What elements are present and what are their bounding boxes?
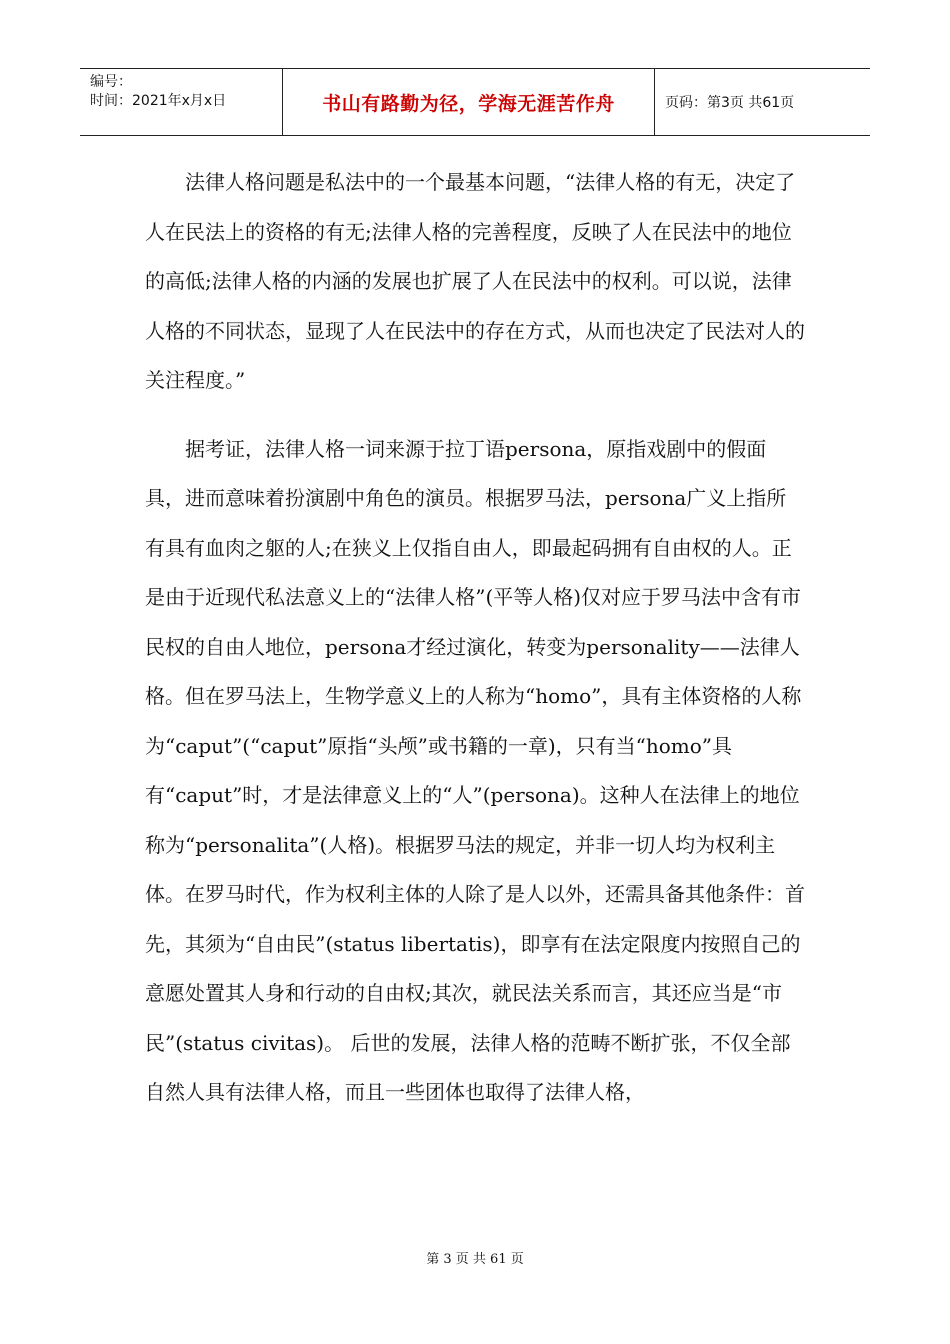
page-footer: 第 3 页 共 61 页 <box>426 1252 524 1267</box>
header-meta <box>80 69 283 135</box>
page-header <box>80 68 870 136</box>
document-number-label: 编号： <box>90 74 132 90</box>
body-paragraph-2: 据考证，法律人格一词来源于拉丁语persona，原指戏剧中的假面具，进而意味着扮演剧中角色的演员。根据罗马法，persona广义上指所有具有血肉之躯的人;在狭义上仅指自由人，即最起码拥有自由权的人。正是由于近现代私法意义上的“法律人格”(平等人格)仅对应于罗马法中含有市民权的自由人地位，persona才经过演化，转变为personality——法律人格。但在罗马法上，生物学意义上的人称为“homo”，具有主体资格的人称为“caput”(“caput”原指“头颅”或书籍的一章)，只有当“homo”具有“caput”时，才是法律意义上的“人”(persona)。这种人在法律上的地位称为“personalita”(人格)。根据罗马法的规定，并非一切人均为权利主体。在罗马时代，作为权利主体的人除了是人以外，还需具备其他条件：首先，其须为“自由民”(status libertatis)，即享有在法定限度内按照自己的意愿处置其人身和行动的自由权;其次，就民法关系而言，其还应当是“市民”(status civitas)。 后世的发展，法律人格的范畴不断扩张，不仅全部自然人具有法律人格，而且一些团体也取得了法律人格， <box>145 436 805 1104</box>
header-motto: 书山有路勤为径，学海无涯苦作舟 <box>283 69 655 135</box>
header-page-info: 页码：第3页 共61页 <box>665 95 795 111</box>
body-paragraph-1: 法律人格问题是私法中的一个最基本问题，“法律人格的有无，决定了人在民法上的资格的有无;法律人格的完善程度，反映了人在民法中的地位的高低;法律人格的内涵的发展也扩展了人在民法中的权利。可以说，法律人格的不同状态，显现了人在民法中的存在方式，从而也决定了民法对人的关注程度。” <box>145 170 805 392</box>
document-time-label: 时间：2021年x月x日 <box>90 93 227 109</box>
document-body <box>145 158 805 1118</box>
